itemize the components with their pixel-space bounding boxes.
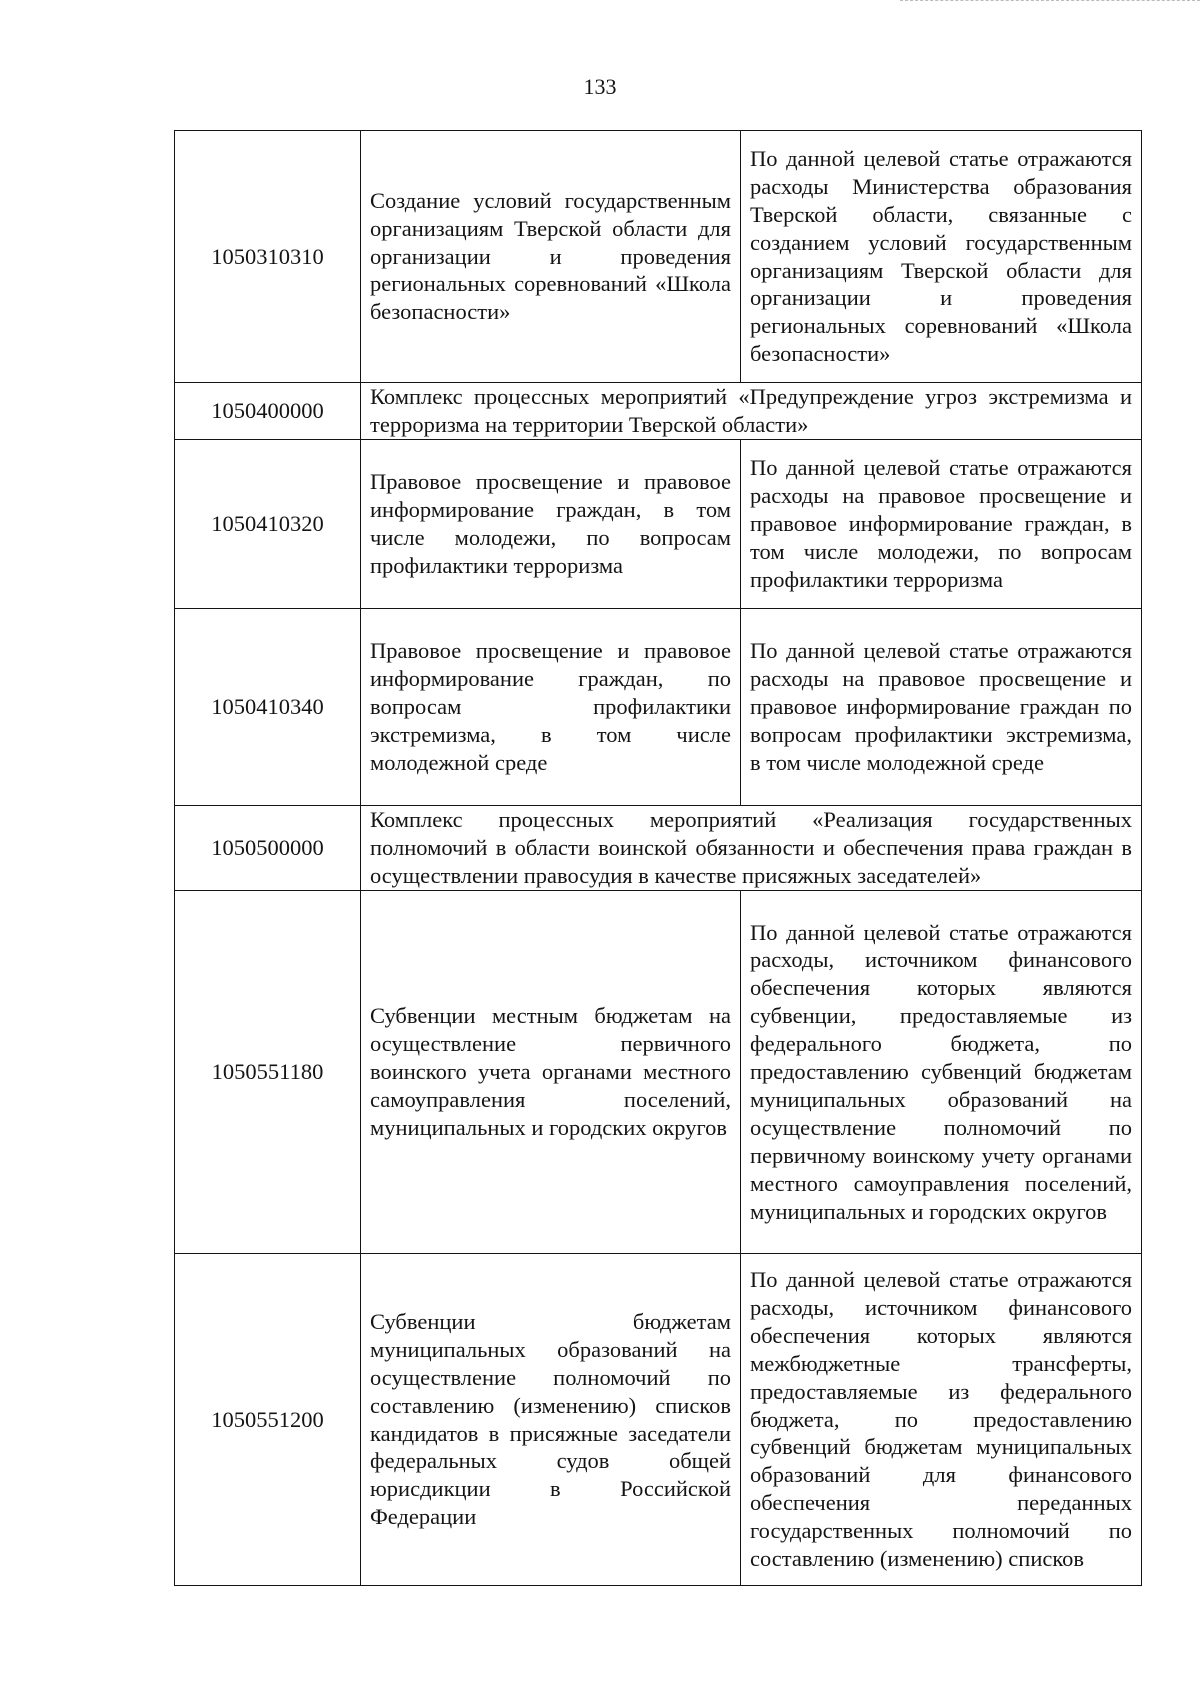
page-number: 133 (583, 74, 617, 99)
table-row (175, 1254, 1142, 1586)
name-cell: Субвенции местным бюджетам на осуществление первичного воинского учета органами местного самоуправления поселений, муниципальных и городских округов (361, 891, 741, 1254)
section-title-cell: Комплекс процессных мероприятий «Предупреждение угроз экстремизма и терроризма на территории Тверской области» (361, 383, 1142, 440)
description-cell: По данной целевой статье отражаются расходы Министерства образования Тверской области, связанные с созданием условий государственным организациям Тверской области для организации и проведения региональных соревнований «Школа безопасности» (741, 131, 1142, 383)
code-cell: 1050410340 (175, 609, 361, 806)
name-cell: Субвенции бюджетам муниципальных образований на осуществление полномочий по составлению (изменению) списков кандидатов в присяжные заседатели федеральных судов общей юрисдикции в Российской Федерации (361, 1254, 741, 1586)
table-row (175, 131, 1142, 383)
table-row (175, 806, 1142, 891)
table-row (175, 440, 1142, 609)
description-cell: По данной целевой статье отражаются расходы на правовое просвещение и правовое информирование граждан по вопросам профилактики экстремизма, в том числе молодежной среде (741, 609, 1142, 806)
description-cell: По данной целевой статье отражаются расходы, источником финансового обеспечения которых являются межбюджетные трансферты, предоставляемые из федерального бюджета, по предоставлению субвенций бюджетам муниципальных образований для финансового обеспечения переданных государственных полномочий по составлению (изменению) списков (741, 1254, 1142, 1586)
section-title-cell: Комплекс процессных мероприятий «Реализация государственных полномочий в области воинской обязанности и обеспечения права граждан в осуществлении правосудия в качестве присяжных заседателей» (361, 806, 1142, 891)
code-cell: 1050310310 (175, 131, 361, 383)
code-cell: 1050410320 (175, 440, 361, 609)
name-cell: Создание условий государственным организациям Тверской области для организации и проведения региональных соревнований «Школа безопасности» (361, 131, 741, 383)
name-cell: Правовое просвещение и правовое информирование граждан, в том числе молодежи, по вопросам профилактики терроризма (361, 440, 741, 609)
scan-edge-line (900, 0, 1200, 1)
code-cell: 1050400000 (175, 383, 361, 440)
table-row (175, 891, 1142, 1254)
table-row (175, 609, 1142, 806)
description-cell: По данной целевой статье отражаются расходы, источником финансового обеспечения которых являются субвенции, предоставляемые из федерального бюджета, по предоставлению субвенций бюджетам муниципальных образований на осуществление полномочий по первичному воинскому учету органами местного самоуправления поселений, муниципальных и городских округов (741, 891, 1142, 1254)
code-cell: 1050500000 (175, 806, 361, 891)
code-cell: 1050551200 (175, 1254, 361, 1586)
target-article-table (174, 130, 1142, 1586)
code-cell: 1050551180 (175, 891, 361, 1254)
description-cell: По данной целевой статье отражаются расходы на правовое просвещение и правовое информирование граждан, в том числе молодежи, по вопросам профилактики терроризма (741, 440, 1142, 609)
name-cell: Правовое просвещение и правовое информирование граждан, по вопросам профилактики экстремизма, в том числе молодежной среде (361, 609, 741, 806)
table-row (175, 383, 1142, 440)
